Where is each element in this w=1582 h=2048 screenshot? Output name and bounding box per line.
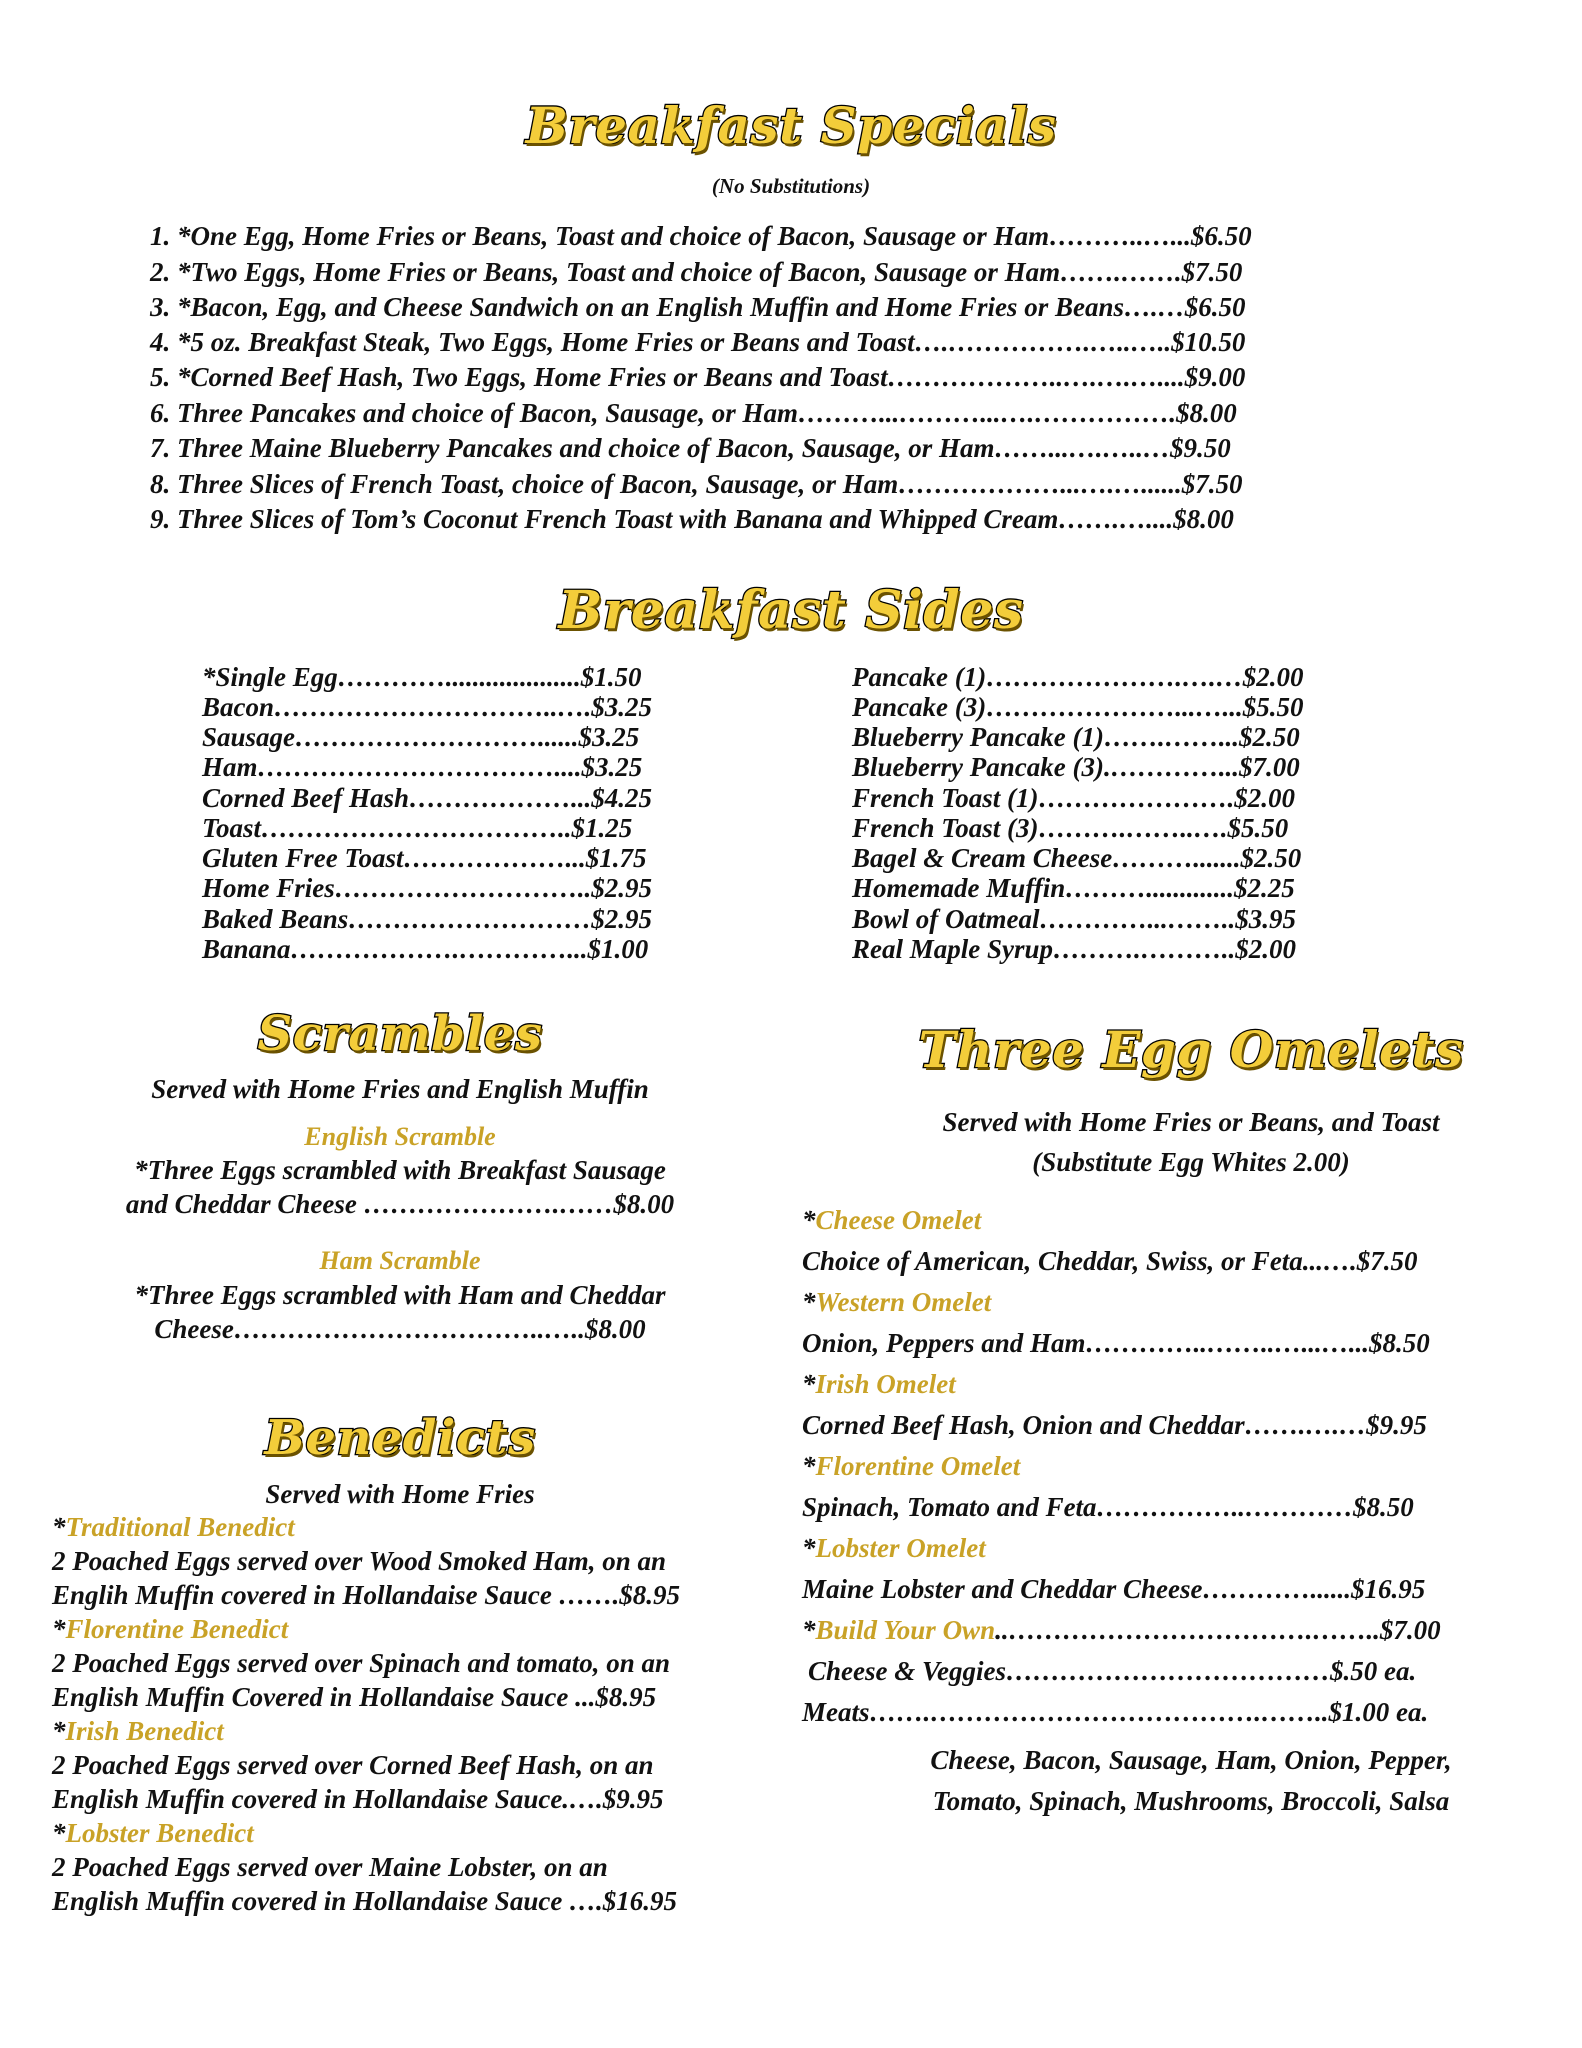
benedict-name: Florentine Benedict xyxy=(65,1614,289,1644)
omelet-name: Florentine Omelet xyxy=(815,1451,1021,1481)
meats-price: Meats…….……………………………….……..$1.00 ea. xyxy=(802,1697,1429,1727)
side-item: Real Maple Syrup……….………..$2.00 xyxy=(852,934,1297,964)
scramble-name: Ham Scramble xyxy=(319,1246,481,1275)
side-item: *Single Egg…………....................$1.50 xyxy=(202,662,642,692)
scramble-desc: Cheese……………………………..…..$8.00 xyxy=(154,1314,646,1344)
benedicts-heading: Benedicts xyxy=(264,1410,536,1466)
build-your-own-price: ..…………………………….……..$7.00 xyxy=(995,1615,1441,1645)
benedict-desc: 2 Poached Eggs served over Corned Beef Hash, on an xyxy=(52,1750,654,1780)
benedict-desc: 2 Poached Eggs served over Spinach and tomato, on an xyxy=(52,1648,671,1678)
specials-heading: Breakfast Specials xyxy=(525,96,1057,155)
special-item: 5. *Corned Beef Hash, Two Eggs, Home Fries or Beans and Toast………………..….….…....$9.00 xyxy=(150,362,1246,392)
side-item: Home Fries………………………..$2.95 xyxy=(202,873,652,903)
omelet-name-row xyxy=(802,1533,986,1564)
omelets-subtitle: Served with Home Fries or Beans, and Toast xyxy=(942,1107,1440,1137)
special-item: 1. *One Egg, Home Fries or Beans, Toast and choice of Bacon, Sausage or Ham………..…...$6.50 xyxy=(150,221,1252,251)
omelet-desc: Choice of American, Cheddar, Swiss, or Feta...….$7.50 xyxy=(802,1246,1418,1276)
star: * xyxy=(52,1818,66,1848)
special-item: 2. *Two Eggs, Home Fries or Beans, Toast and choice of Bacon, Sausage or Ham…….…….$7.50 xyxy=(150,257,1243,287)
benedict-name-row xyxy=(52,1614,288,1645)
benedict-name: Irish Benedict xyxy=(65,1716,224,1746)
benedict-desc: 2 Poached Eggs served over Wood Smoked Ham, on an xyxy=(52,1546,666,1576)
special-item: 3. *Bacon, Egg, and Cheese Sandwich on an English Muffin and Home Fries or Beans….…$6.50 xyxy=(150,292,1246,322)
benedict-name-row xyxy=(52,1818,254,1849)
side-item: Corned Beef Hash………………...$4.25 xyxy=(202,783,653,813)
omelets-heading: Three Egg Omelets xyxy=(918,1020,1464,1079)
omelet-desc: Onion, Peppers and Ham…………..……..…...…...$8.50 xyxy=(802,1328,1430,1358)
omelet-name-row xyxy=(802,1205,981,1236)
omelet-name: Lobster Omelet xyxy=(815,1533,986,1563)
special-item: 6. Three Pancakes and choice of Bacon, Sausage, or Ham………...………...….…………….$8.00 xyxy=(150,398,1237,428)
star: * xyxy=(802,1287,816,1317)
star: * xyxy=(52,1512,66,1542)
omelet-desc: Corned Beef Hash, Onion and Cheddar…….….…$9.95 xyxy=(802,1410,1427,1440)
specials-note: (No Substitutions) xyxy=(711,174,871,198)
omelet-desc: Spinach, Tomato and Feta……………..…………$8.50 xyxy=(802,1492,1414,1522)
omelet-name: Irish Omelet xyxy=(815,1369,956,1399)
side-item: Ham……………………………....$3.25 xyxy=(202,752,643,782)
build-options: Tomato, Spinach, Mushrooms, Broccoli, Salsa xyxy=(932,1786,1450,1816)
benedict-desc: English Muffin covered in Hollandaise Sauce.….$9.95 xyxy=(52,1784,664,1814)
side-item: Bacon…………………………..….$3.25 xyxy=(202,692,653,722)
sides-heading: Breakfast Sides xyxy=(558,580,1024,641)
side-item: Blueberry Pancake (3).…………...$7.00 xyxy=(852,752,1300,782)
benedict-name: Lobster Benedict xyxy=(65,1818,254,1848)
scramble-name: English Scramble xyxy=(304,1122,496,1151)
benedict-desc: English Muffin covered in Hollandaise Sauce ….$16.95 xyxy=(52,1886,678,1916)
cheese-veggies-price: Cheese & Veggies………………………………$.50 ea. xyxy=(808,1656,1417,1686)
omelet-name: Western Omelet xyxy=(815,1287,992,1317)
side-item: Toast……………………………..$1.25 xyxy=(202,813,633,843)
benedict-desc: 2 Poached Eggs served over Maine Lobster, on an xyxy=(52,1852,608,1882)
star: * xyxy=(52,1716,66,1746)
side-item: Sausage………………………......$3.25 xyxy=(202,722,640,752)
benedict-name: Traditional Benedict xyxy=(65,1512,295,1542)
benedict-name-row xyxy=(52,1716,224,1747)
side-item: Pancake (3)…………………...…...$5.50 xyxy=(852,692,1304,722)
star: * xyxy=(802,1533,816,1563)
build-options: Cheese, Bacon, Sausage, Ham, Onion, Pepper, xyxy=(930,1745,1452,1775)
build-your-own-name: Build Your Own xyxy=(815,1615,996,1645)
special-item: 7. Three Maine Blueberry Pancakes and choice of Bacon, Sausage, or Ham……...….…..…$9.50 xyxy=(150,433,1231,463)
special-item: 4. *5 oz. Breakfast Steak, Two Eggs, Home Fries or Beans and Toast….…………….…..…..$10.50 xyxy=(150,327,1246,357)
side-item: French Toast (1)………………….$2.00 xyxy=(852,783,1296,813)
special-item: 8. Three Slices of French Toast, choice of Bacon, Sausage, or Ham………………...….…......$7.50 xyxy=(150,469,1243,499)
special-item: 9. Three Slices of Tom’s Coconut French Toast with Banana and Whipped Cream…….…....$8.00 xyxy=(150,504,1234,534)
benedict-name-row xyxy=(52,1512,295,1543)
side-item: Bagel & Cream Cheese……….......$2.50 xyxy=(852,843,1302,873)
scrambles-heading: Scrambles xyxy=(257,1006,543,1062)
scramble-desc: and Cheddar Cheese ………………….……$8.00 xyxy=(125,1189,675,1219)
scramble-desc: *Three Eggs scrambled with Ham and Cheddar xyxy=(134,1280,666,1310)
omelet-desc: Maine Lobster and Cheddar Cheese…………......$16.95 xyxy=(802,1574,1426,1604)
side-item: Bowl of Oatmeal…………...……..$3.95 xyxy=(852,904,1296,934)
omelets-substitute-note: (Substitute Egg Whites 2.00) xyxy=(1032,1147,1350,1177)
star: * xyxy=(802,1369,816,1399)
build-your-own-row xyxy=(802,1615,1441,1646)
omelet-name-row xyxy=(802,1369,956,1400)
star: * xyxy=(802,1451,816,1481)
side-item: French Toast (3)……….……..….$5.50 xyxy=(852,813,1289,843)
side-item: Homemade Muffin……….............$2.25 xyxy=(852,873,1295,903)
side-item: Pancake (1)………………….….…$2.00 xyxy=(852,662,1304,692)
star: * xyxy=(52,1614,66,1644)
side-item: Gluten Free Toast………………...$1.75 xyxy=(202,843,647,873)
scramble-desc: *Three Eggs scrambled with Breakfast Sausage xyxy=(134,1155,666,1185)
side-item: Baked Beans………………………$2.95 xyxy=(202,904,653,934)
omelet-name-row xyxy=(802,1451,1020,1482)
omelet-name-row xyxy=(802,1287,991,1318)
benedict-desc: Englih Muffin covered in Hollandaise Sauce …….$8.95 xyxy=(52,1580,681,1610)
star: * xyxy=(802,1615,816,1645)
benedicts-subtitle: Served with Home Fries xyxy=(265,1479,535,1509)
star: * xyxy=(802,1205,816,1235)
scrambles-subtitle: Served with Home Fries and English Muffin xyxy=(151,1074,649,1104)
omelet-name: Cheese Omelet xyxy=(815,1205,982,1235)
benedict-desc: English Muffin Covered in Hollandaise Sauce ...$8.95 xyxy=(52,1682,657,1712)
side-item: Banana……………….…………...$1.00 xyxy=(202,934,649,964)
side-item: Blueberry Pancake (1)…….……...$2.50 xyxy=(852,722,1300,752)
